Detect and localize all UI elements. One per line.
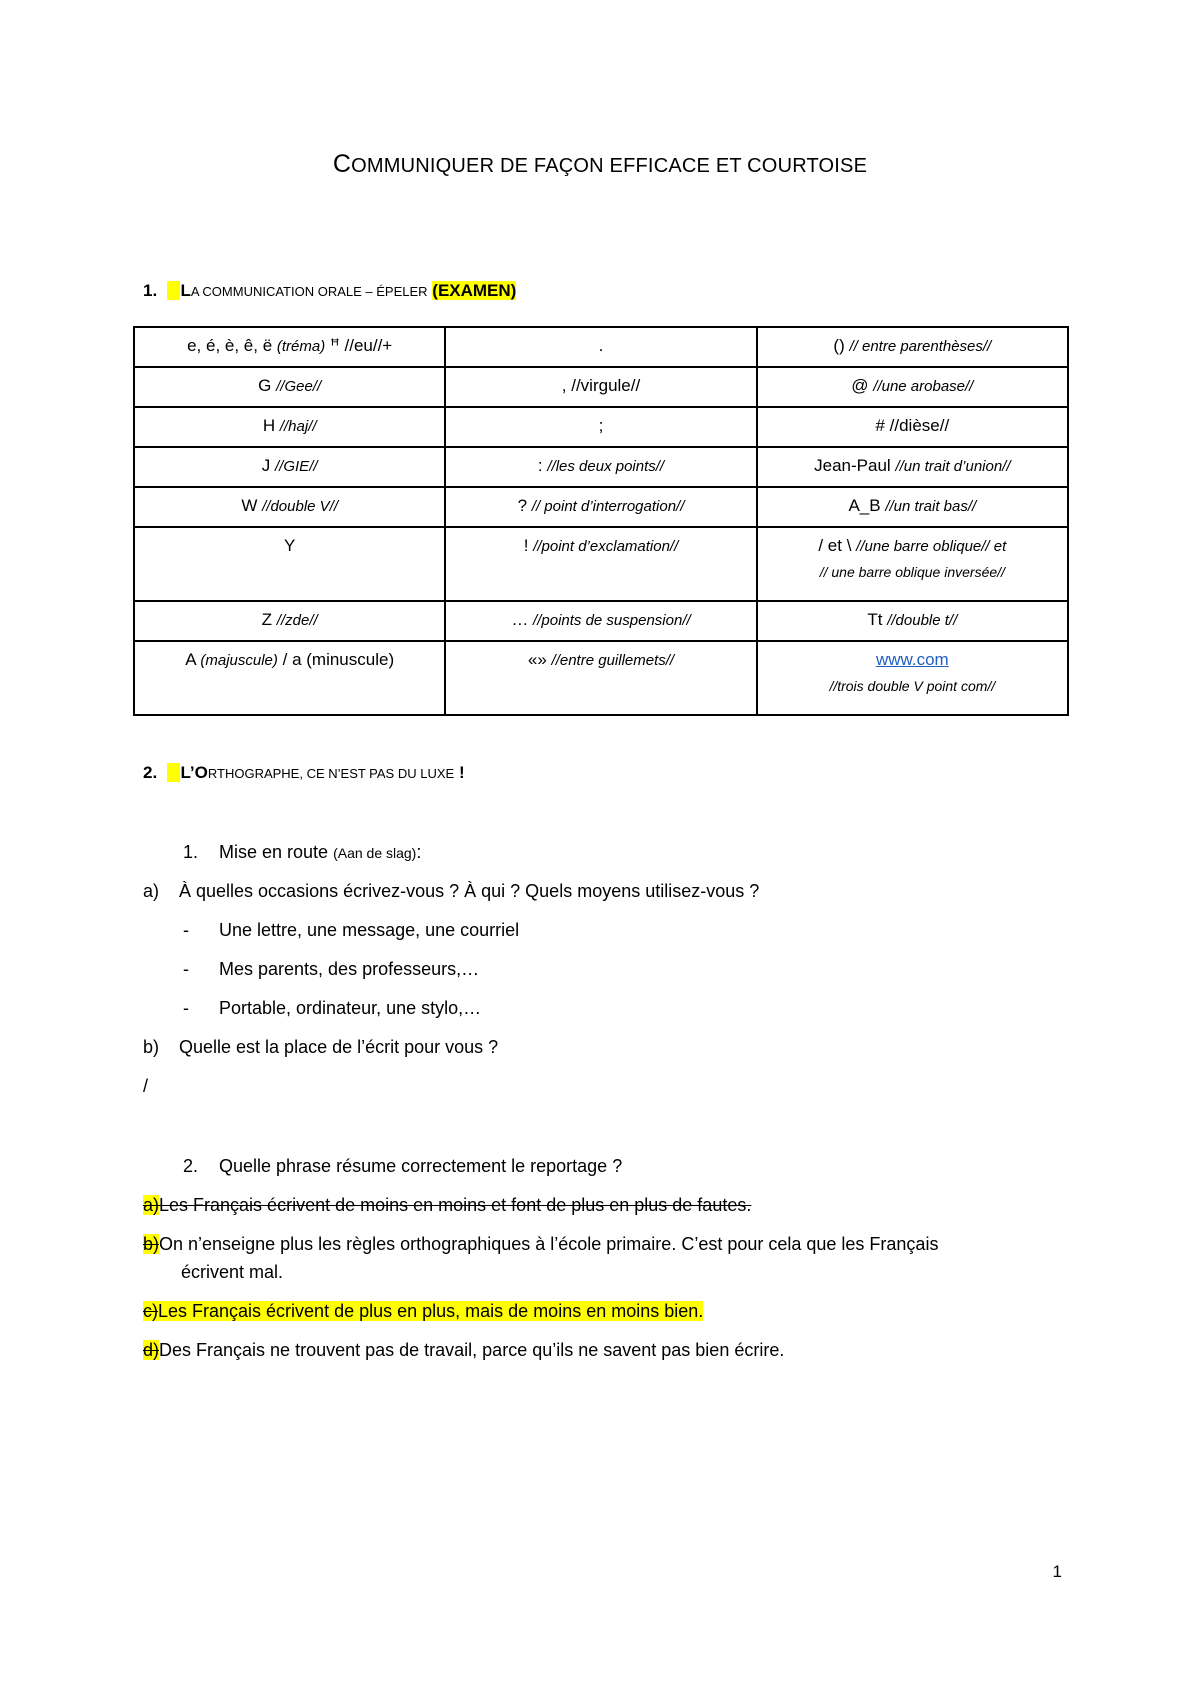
table-cell bbox=[757, 487, 1068, 527]
cell-pronunciation: //les deux points// bbox=[547, 458, 665, 475]
table-row bbox=[134, 407, 1068, 447]
exam-badge: (EXAMEN) bbox=[432, 281, 517, 300]
exercise-2-title: Quelle phrase résume correctement le reportage ? bbox=[219, 1156, 623, 1176]
cell-pronunciation: //point d’exclamation// bbox=[533, 538, 679, 555]
question-a-mark: a) bbox=[143, 881, 160, 901]
cell-symbol: / et \ bbox=[818, 536, 852, 555]
section-2-number: 2. bbox=[143, 763, 158, 782]
cell-pronunciation: // entre parenthèses// bbox=[849, 338, 992, 355]
cell-pronunciation: (tréma) bbox=[276, 338, 326, 355]
table-row bbox=[134, 367, 1068, 407]
option-c-mark: c) bbox=[143, 1301, 158, 1321]
section-1-highlight bbox=[167, 281, 180, 300]
option-b-mark: b) bbox=[143, 1234, 160, 1254]
cell-extra: / a (minuscule) bbox=[282, 650, 395, 669]
cell-pronunciation: //un trait bas// bbox=[885, 498, 977, 515]
cell-pronunciation: //double t// bbox=[887, 612, 958, 629]
cell-symbol: Tt bbox=[867, 610, 883, 629]
table-cell bbox=[445, 327, 756, 367]
table-cell bbox=[757, 367, 1068, 407]
answer-text: Une lettre, une message, une courriel bbox=[219, 920, 520, 940]
section-1-number: 1. bbox=[143, 281, 158, 300]
cell-pronunciation: //une arobase// bbox=[873, 378, 974, 395]
table-cell bbox=[445, 447, 756, 487]
cell-symbol: W bbox=[241, 496, 258, 515]
question-b-mark: b) bbox=[143, 1037, 160, 1057]
document-title bbox=[0, 150, 1200, 179]
table-row bbox=[134, 487, 1068, 527]
exercise-1-colon: : bbox=[416, 842, 422, 862]
table-row bbox=[134, 527, 1068, 601]
section-2-heading bbox=[143, 763, 465, 783]
table-cell bbox=[757, 407, 1068, 447]
table-row bbox=[134, 601, 1068, 641]
table-cell bbox=[445, 641, 756, 715]
url-link[interactable]: www.com bbox=[875, 650, 949, 669]
section-2-highlight bbox=[167, 763, 180, 782]
exercise-1-number: 1. bbox=[183, 842, 199, 862]
cell-symbol: ? bbox=[517, 496, 528, 515]
option-b-text: On n’enseigne plus les règles orthographiques à l’école primaire. C’est pour cela que les Français bbox=[159, 1234, 939, 1254]
answer-text: Mes parents, des professeurs,… bbox=[219, 959, 480, 979]
cell-pronunciation: //points de suspension// bbox=[533, 612, 691, 629]
table-cell bbox=[134, 367, 445, 407]
cell-symbol: A bbox=[185, 650, 196, 669]
cell-subline: //trois double V point com// bbox=[829, 678, 996, 694]
option-b-text-continued: écrivent mal. bbox=[181, 1262, 284, 1282]
spelling-table bbox=[133, 326, 1069, 716]
exercise-2-number: 2. bbox=[183, 1156, 199, 1176]
answer-text: Portable, ordinateur, une stylo,… bbox=[219, 998, 482, 1018]
table-cell bbox=[757, 601, 1068, 641]
table-cell bbox=[757, 527, 1068, 601]
cell-pronunciation: //GIE// bbox=[275, 458, 318, 475]
cell-symbol: Z bbox=[261, 610, 273, 629]
exercise-1-heading bbox=[183, 842, 421, 863]
table-row bbox=[134, 447, 1068, 487]
cell-symbol: # //dièse// bbox=[875, 416, 950, 435]
option-a-text: Les Français écrivent de moins en moins et font de plus en plus de fautes. bbox=[159, 1195, 752, 1215]
question-a bbox=[143, 881, 759, 902]
table-row bbox=[134, 641, 1068, 715]
cell-extra: ꟸ //eu//+ bbox=[329, 336, 393, 355]
question-a-text: À quelles occasions écrivez-vous ? À qui ? Quels moyens utilisez-vous ? bbox=[179, 881, 760, 901]
option-d-text: Des Français ne trouvent pas de travail, parce qu’ils ne savent pas bien écrire. bbox=[159, 1340, 785, 1360]
section-2-exclamation: ! bbox=[458, 763, 465, 782]
section-1-heading bbox=[143, 281, 516, 301]
table-row bbox=[134, 327, 1068, 367]
table-cell bbox=[445, 367, 756, 407]
title-rest: OMMUNIQUER DE FAÇON EFFICACE ET COURTOISE bbox=[351, 155, 868, 177]
exercise-2-heading bbox=[183, 1156, 622, 1177]
cell-symbol: e, é, è, ê, ë bbox=[187, 336, 273, 355]
cell-pronunciation: //une barre oblique// et bbox=[856, 538, 1007, 555]
cell-pronunciation: //haj// bbox=[279, 418, 317, 435]
table-cell bbox=[134, 641, 445, 715]
option-a bbox=[143, 1195, 751, 1216]
page-number: 1 bbox=[1052, 1562, 1062, 1581]
cell-symbol: () bbox=[833, 336, 845, 355]
table-cell bbox=[445, 601, 756, 641]
cell-symbol: H bbox=[262, 416, 276, 435]
cell-symbol: … bbox=[511, 610, 529, 629]
title-initial: C bbox=[332, 150, 352, 178]
answer-item: - Mes parents, des professeurs,… bbox=[183, 959, 480, 979]
cell-pronunciation: //double V// bbox=[262, 498, 338, 515]
table-cell bbox=[134, 407, 445, 447]
option-a-mark: a) bbox=[143, 1195, 160, 1215]
table-cell bbox=[134, 601, 445, 641]
table-cell bbox=[134, 487, 445, 527]
section-2-label: RTHOGRAPHE, CE N’EST PAS DU LUXE bbox=[207, 766, 455, 781]
section-1-label: A COMMUNICATION ORALE – ÉPELER bbox=[190, 284, 428, 299]
option-d-mark: d) bbox=[143, 1340, 160, 1360]
table-cell bbox=[445, 487, 756, 527]
cell-symbol: . bbox=[598, 336, 604, 355]
cell-pronunciation: (majuscule) bbox=[200, 652, 278, 669]
section-2-initial: L’O bbox=[180, 763, 208, 782]
cell-subline: // une barre oblique inversée// bbox=[819, 564, 1005, 580]
cell-symbol: ; bbox=[598, 416, 604, 435]
cell-symbol: J bbox=[261, 456, 271, 475]
answer-item: - Portable, ordinateur, une stylo,… bbox=[183, 998, 482, 1018]
table-cell bbox=[134, 447, 445, 487]
cell-pronunciation: //entre guillemets// bbox=[551, 652, 675, 669]
cell-pronunciation: //zde// bbox=[276, 612, 318, 629]
table-cell bbox=[134, 527, 445, 601]
table-cell bbox=[757, 447, 1068, 487]
table-cell[interactable] bbox=[757, 641, 1068, 715]
cell-symbol: , //virgule// bbox=[561, 376, 641, 395]
cell-symbol: Jean-Paul bbox=[814, 456, 891, 475]
answer-item: - Une lettre, une message, une courriel bbox=[183, 920, 520, 940]
section-1-initial: L bbox=[180, 281, 191, 300]
table-cell bbox=[134, 327, 445, 367]
cell-symbol: «» bbox=[527, 650, 547, 669]
option-c-text: Les Français écrivent de plus en plus, mais de moins en moins bien. bbox=[158, 1301, 704, 1321]
table-cell bbox=[757, 327, 1068, 367]
exercise-1-note: (Aan de slag) bbox=[333, 845, 417, 861]
exercise-1-title: Mise en route bbox=[219, 842, 329, 862]
table-cell bbox=[445, 407, 756, 447]
cell-symbol: A_B bbox=[848, 496, 881, 515]
question-b-text: Quelle est la place de l’écrit pour vous ? bbox=[179, 1037, 499, 1057]
cell-pronunciation: // point d’interrogation// bbox=[531, 498, 685, 515]
question-b-answer: / bbox=[143, 1076, 149, 1096]
cell-symbol: ! bbox=[523, 536, 529, 555]
cell-symbol: : bbox=[537, 456, 543, 475]
cell-pronunciation: //un trait d’union// bbox=[895, 458, 1011, 475]
cell-symbol: @ bbox=[851, 376, 869, 395]
cell-pronunciation: //Gee// bbox=[276, 378, 322, 395]
option-c bbox=[143, 1301, 703, 1322]
cell-symbol: G bbox=[258, 376, 272, 395]
option-d bbox=[143, 1340, 784, 1361]
question-b bbox=[143, 1037, 498, 1058]
cell-symbol: Y bbox=[283, 536, 296, 555]
option-b bbox=[143, 1234, 938, 1255]
table-cell bbox=[445, 527, 756, 601]
